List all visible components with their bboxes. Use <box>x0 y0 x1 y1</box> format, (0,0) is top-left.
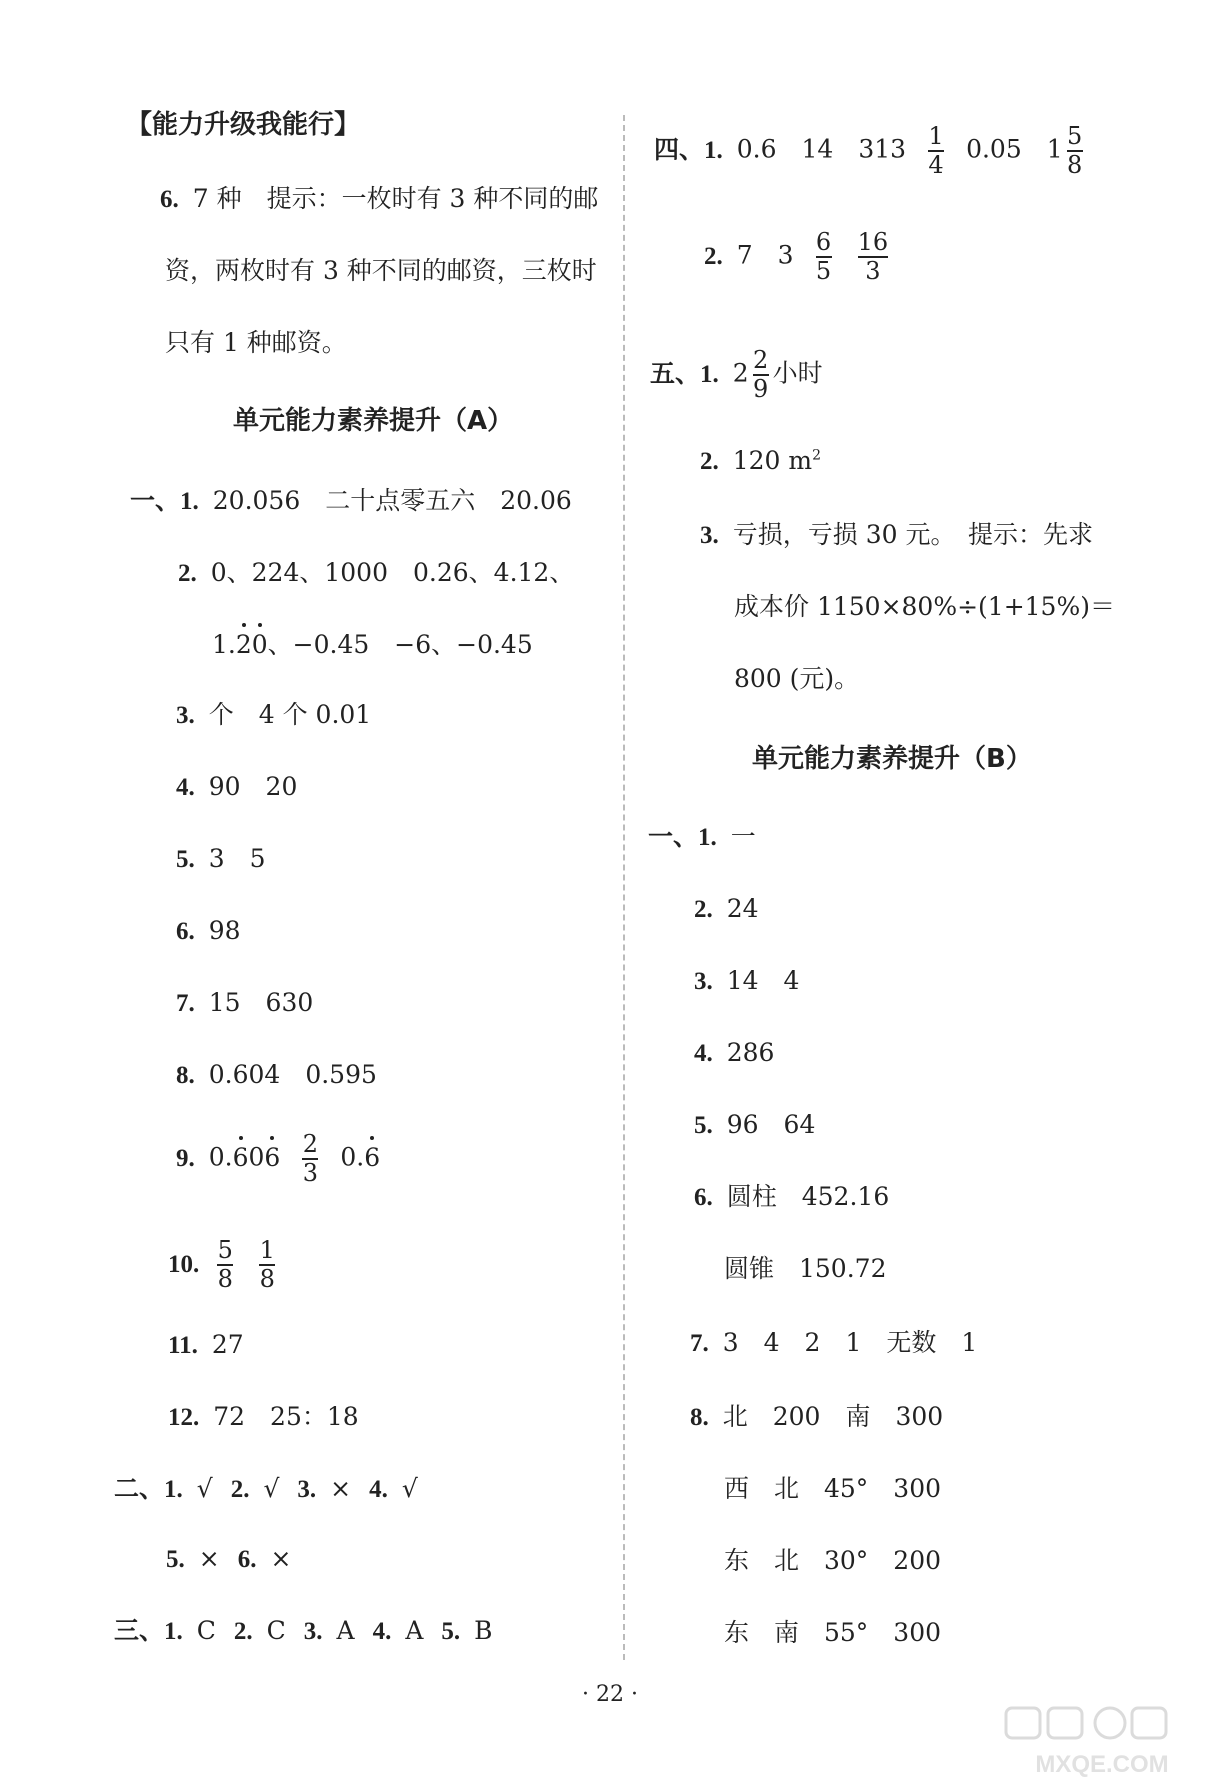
numerator: 1 <box>259 1236 275 1264</box>
answer-5-1 <box>650 348 823 402</box>
answer-text: 14 4 <box>726 966 800 995</box>
unit-b-title: 单元能力素养提升（B） <box>752 744 1032 774</box>
question-number: 4. <box>369 1476 388 1503</box>
denominator: 3 <box>302 1159 318 1188</box>
question-number: 10. <box>168 1250 200 1278</box>
question-number: 一、1. <box>130 488 199 515</box>
answer-b1-6 <box>694 1184 889 1210</box>
numerator: 6 <box>815 228 832 256</box>
fraction <box>816 230 832 284</box>
answer-b1-8 <box>690 1404 943 1430</box>
answer-b1-4 <box>694 1040 774 1066</box>
answer-text: 7 种 提示：一枚时有 3 种不同的邮 <box>192 184 599 213</box>
fraction <box>928 124 944 178</box>
answer-1-3 <box>176 702 371 728</box>
denominator: 8 <box>1067 151 1083 180</box>
numerator: 1 <box>928 122 944 150</box>
answer-b1-8-line3: 东 北 30° 200 <box>724 1546 942 1575</box>
answer-text: 96 64 <box>726 1110 816 1139</box>
question-number: 2. <box>178 560 197 587</box>
choice: A <box>405 1616 424 1645</box>
question-number: 2. <box>704 242 723 270</box>
choice: B <box>474 1616 493 1645</box>
answer-text: 0. <box>340 1142 365 1172</box>
answer-5-3-line3: 800 (元)。 <box>734 664 860 693</box>
answer-b1-8-line2: 西 北 45° 300 <box>724 1474 942 1503</box>
answer-4-2 <box>704 230 892 284</box>
question-number: 5. <box>176 846 195 873</box>
answer-text: 0、224、1000 0.26、4.12、 <box>210 558 575 587</box>
question-number: 3. <box>303 1618 323 1645</box>
question-number: 2. <box>233 1618 253 1645</box>
question-number: 6. <box>160 186 179 213</box>
watermark-text: MXQE.COM <box>1035 1751 1169 1778</box>
answer-text: 2 <box>732 358 749 388</box>
answer-text: 286 <box>726 1038 775 1067</box>
numerator: 16 <box>857 228 889 256</box>
choice: A <box>336 1616 355 1645</box>
unit-a-title: 单元能力素养提升（A） <box>233 406 514 436</box>
fraction <box>259 1238 275 1292</box>
numerator: 5 <box>217 1236 233 1264</box>
answer-1-12 <box>168 1404 359 1430</box>
question-number: 6. <box>694 1184 713 1211</box>
denominator: 8 <box>259 1265 275 1294</box>
repeating-digit: 6 <box>232 1142 249 1172</box>
mark: × <box>198 1544 220 1573</box>
mark: √ <box>401 1474 418 1503</box>
answer-1-11 <box>168 1332 244 1358</box>
answer-1-10 <box>168 1238 279 1292</box>
answer-b1-5 <box>694 1112 815 1138</box>
question-number: 12. <box>168 1404 200 1431</box>
question-number: 2. <box>230 1476 250 1503</box>
answer-text: 一 <box>730 822 756 851</box>
question-number: 5. <box>694 1112 713 1139</box>
choice: C <box>196 1616 216 1645</box>
answer-text: 3 4 2 1 无数 1 <box>722 1328 978 1357</box>
fraction <box>753 348 769 402</box>
question-number: 5. <box>166 1546 185 1573</box>
question-number: 11. <box>168 1332 198 1359</box>
question-number: 3. <box>700 522 719 549</box>
answer-text: 0.05 1 <box>966 134 1063 164</box>
question-number: 4. <box>372 1618 392 1645</box>
mark: × <box>270 1544 292 1573</box>
answer-text: 0.6 14 313 <box>736 134 907 164</box>
denominator: 5 <box>815 257 832 286</box>
answer-1-8 <box>176 1062 377 1088</box>
unit: 小时 <box>772 358 823 388</box>
fraction <box>302 1132 318 1186</box>
repeating-digit: 6 <box>264 1142 281 1172</box>
column-divider <box>623 115 625 1660</box>
answer-5-2 <box>700 448 821 474</box>
answer-3 <box>114 1618 493 1644</box>
answer-1-2-line2 <box>212 632 533 657</box>
answer-text: 北 200 南 300 <box>722 1402 944 1431</box>
repeating-digit: 6 <box>364 1142 381 1172</box>
answer-text: 15 630 <box>208 988 314 1017</box>
choice: C <box>266 1616 286 1645</box>
answer-text: 0 <box>248 1142 265 1172</box>
answer-text: 、−0.45 −6、−0.45 <box>267 630 533 659</box>
repeating-digit: 0 <box>251 630 268 659</box>
answer-b1-8-line4: 东 南 55° 300 <box>724 1618 942 1647</box>
question-number: 2. <box>694 896 713 923</box>
answer-1-4 <box>176 774 297 800</box>
question-number: 2. <box>700 448 719 475</box>
answer-b1-7 <box>690 1330 977 1356</box>
question-number: 5. <box>441 1618 461 1645</box>
answer-text: 27 <box>211 1330 244 1359</box>
question-number: 9. <box>176 1144 195 1172</box>
question-number: 3. <box>694 968 713 995</box>
answer-q6 <box>160 186 598 212</box>
answer-4-1 <box>654 124 1087 178</box>
answer-2-line1 <box>114 1476 418 1502</box>
question-number: 四、1. <box>654 136 723 164</box>
denominator: 9 <box>753 375 769 404</box>
answer-text: 0.604 0.595 <box>208 1060 377 1089</box>
repeating-digit: 2 <box>235 630 252 659</box>
numerator: 5 <box>1067 122 1083 150</box>
question-number: 6. <box>237 1546 257 1573</box>
answer-b1-6-line2: 圆锥 150.72 <box>724 1254 887 1283</box>
question-number: 二、1. <box>114 1476 183 1503</box>
denominator: 8 <box>217 1265 233 1294</box>
answer-1-6 <box>176 918 241 944</box>
fraction <box>858 230 889 284</box>
answer-q6-line2: 资，两枚时有 3 种不同的邮资，三枚时 <box>165 256 597 285</box>
answer-b1-1 <box>648 824 756 850</box>
answer-text: 98 <box>208 916 241 945</box>
answer-1-7 <box>176 990 313 1016</box>
answer-text: 圆柱 452.16 <box>726 1182 890 1211</box>
answer-text: 7 3 <box>736 240 794 270</box>
answer-text: 1. <box>212 630 236 659</box>
answer-text: 24 <box>726 894 759 923</box>
question-number: 6. <box>176 918 195 945</box>
answer-text: 3 5 <box>208 844 266 873</box>
fraction <box>217 1238 233 1292</box>
question-number: 一、1. <box>648 824 717 851</box>
section-heading-ability: 【能力升级我能行】 <box>126 110 361 140</box>
answer-text: 90 20 <box>208 772 298 801</box>
answer-1-5 <box>176 846 266 872</box>
question-number: 3. <box>176 702 195 729</box>
answer-text: 个 4 个 0.01 <box>208 700 372 729</box>
question-number: 五、1. <box>650 360 719 388</box>
answer-text: 72 25：18 <box>213 1402 359 1431</box>
mark: × <box>330 1474 352 1503</box>
question-number: 4. <box>176 774 195 801</box>
page-number: · 22 · <box>582 1682 638 1707</box>
answer-text: 20.056 二十点零五六 20.06 <box>212 486 572 515</box>
mark: √ <box>263 1474 280 1503</box>
answer-b1-3 <box>694 968 799 994</box>
answer-b1-2 <box>694 896 759 922</box>
superscript: 2 <box>812 447 822 464</box>
mark: √ <box>196 1474 213 1503</box>
question-number: 7. <box>690 1330 709 1357</box>
denominator: 4 <box>928 151 944 180</box>
answer-text: 亏损，亏损 30 元。 提示：先求 <box>732 520 1093 549</box>
question-number: 三、1. <box>114 1618 183 1645</box>
question-number: 4. <box>694 1040 713 1067</box>
question-number: 8. <box>690 1404 709 1431</box>
answer-q6-line3: 只有 1 种邮资。 <box>165 328 347 357</box>
answer-text: 120 m <box>732 446 813 475</box>
question-number: 8. <box>176 1062 195 1089</box>
answer-1-9 <box>176 1132 380 1186</box>
answer-5-3-line2: 成本价 1150×80%÷(1+15%)＝ <box>734 592 1115 621</box>
answer-5-3 <box>700 522 1093 548</box>
numerator: 2 <box>753 346 769 374</box>
watermark-logo <box>1002 1702 1202 1782</box>
answer-2-line2 <box>166 1546 291 1572</box>
numerator: 2 <box>302 1130 318 1158</box>
denominator: 3 <box>865 257 881 286</box>
question-number: 3. <box>297 1476 317 1503</box>
question-number: 7. <box>176 990 195 1017</box>
answer-text: 0. <box>208 1142 233 1172</box>
answer-1-2 <box>178 560 574 586</box>
fraction <box>1067 124 1083 178</box>
answer-1-1 <box>130 488 572 514</box>
